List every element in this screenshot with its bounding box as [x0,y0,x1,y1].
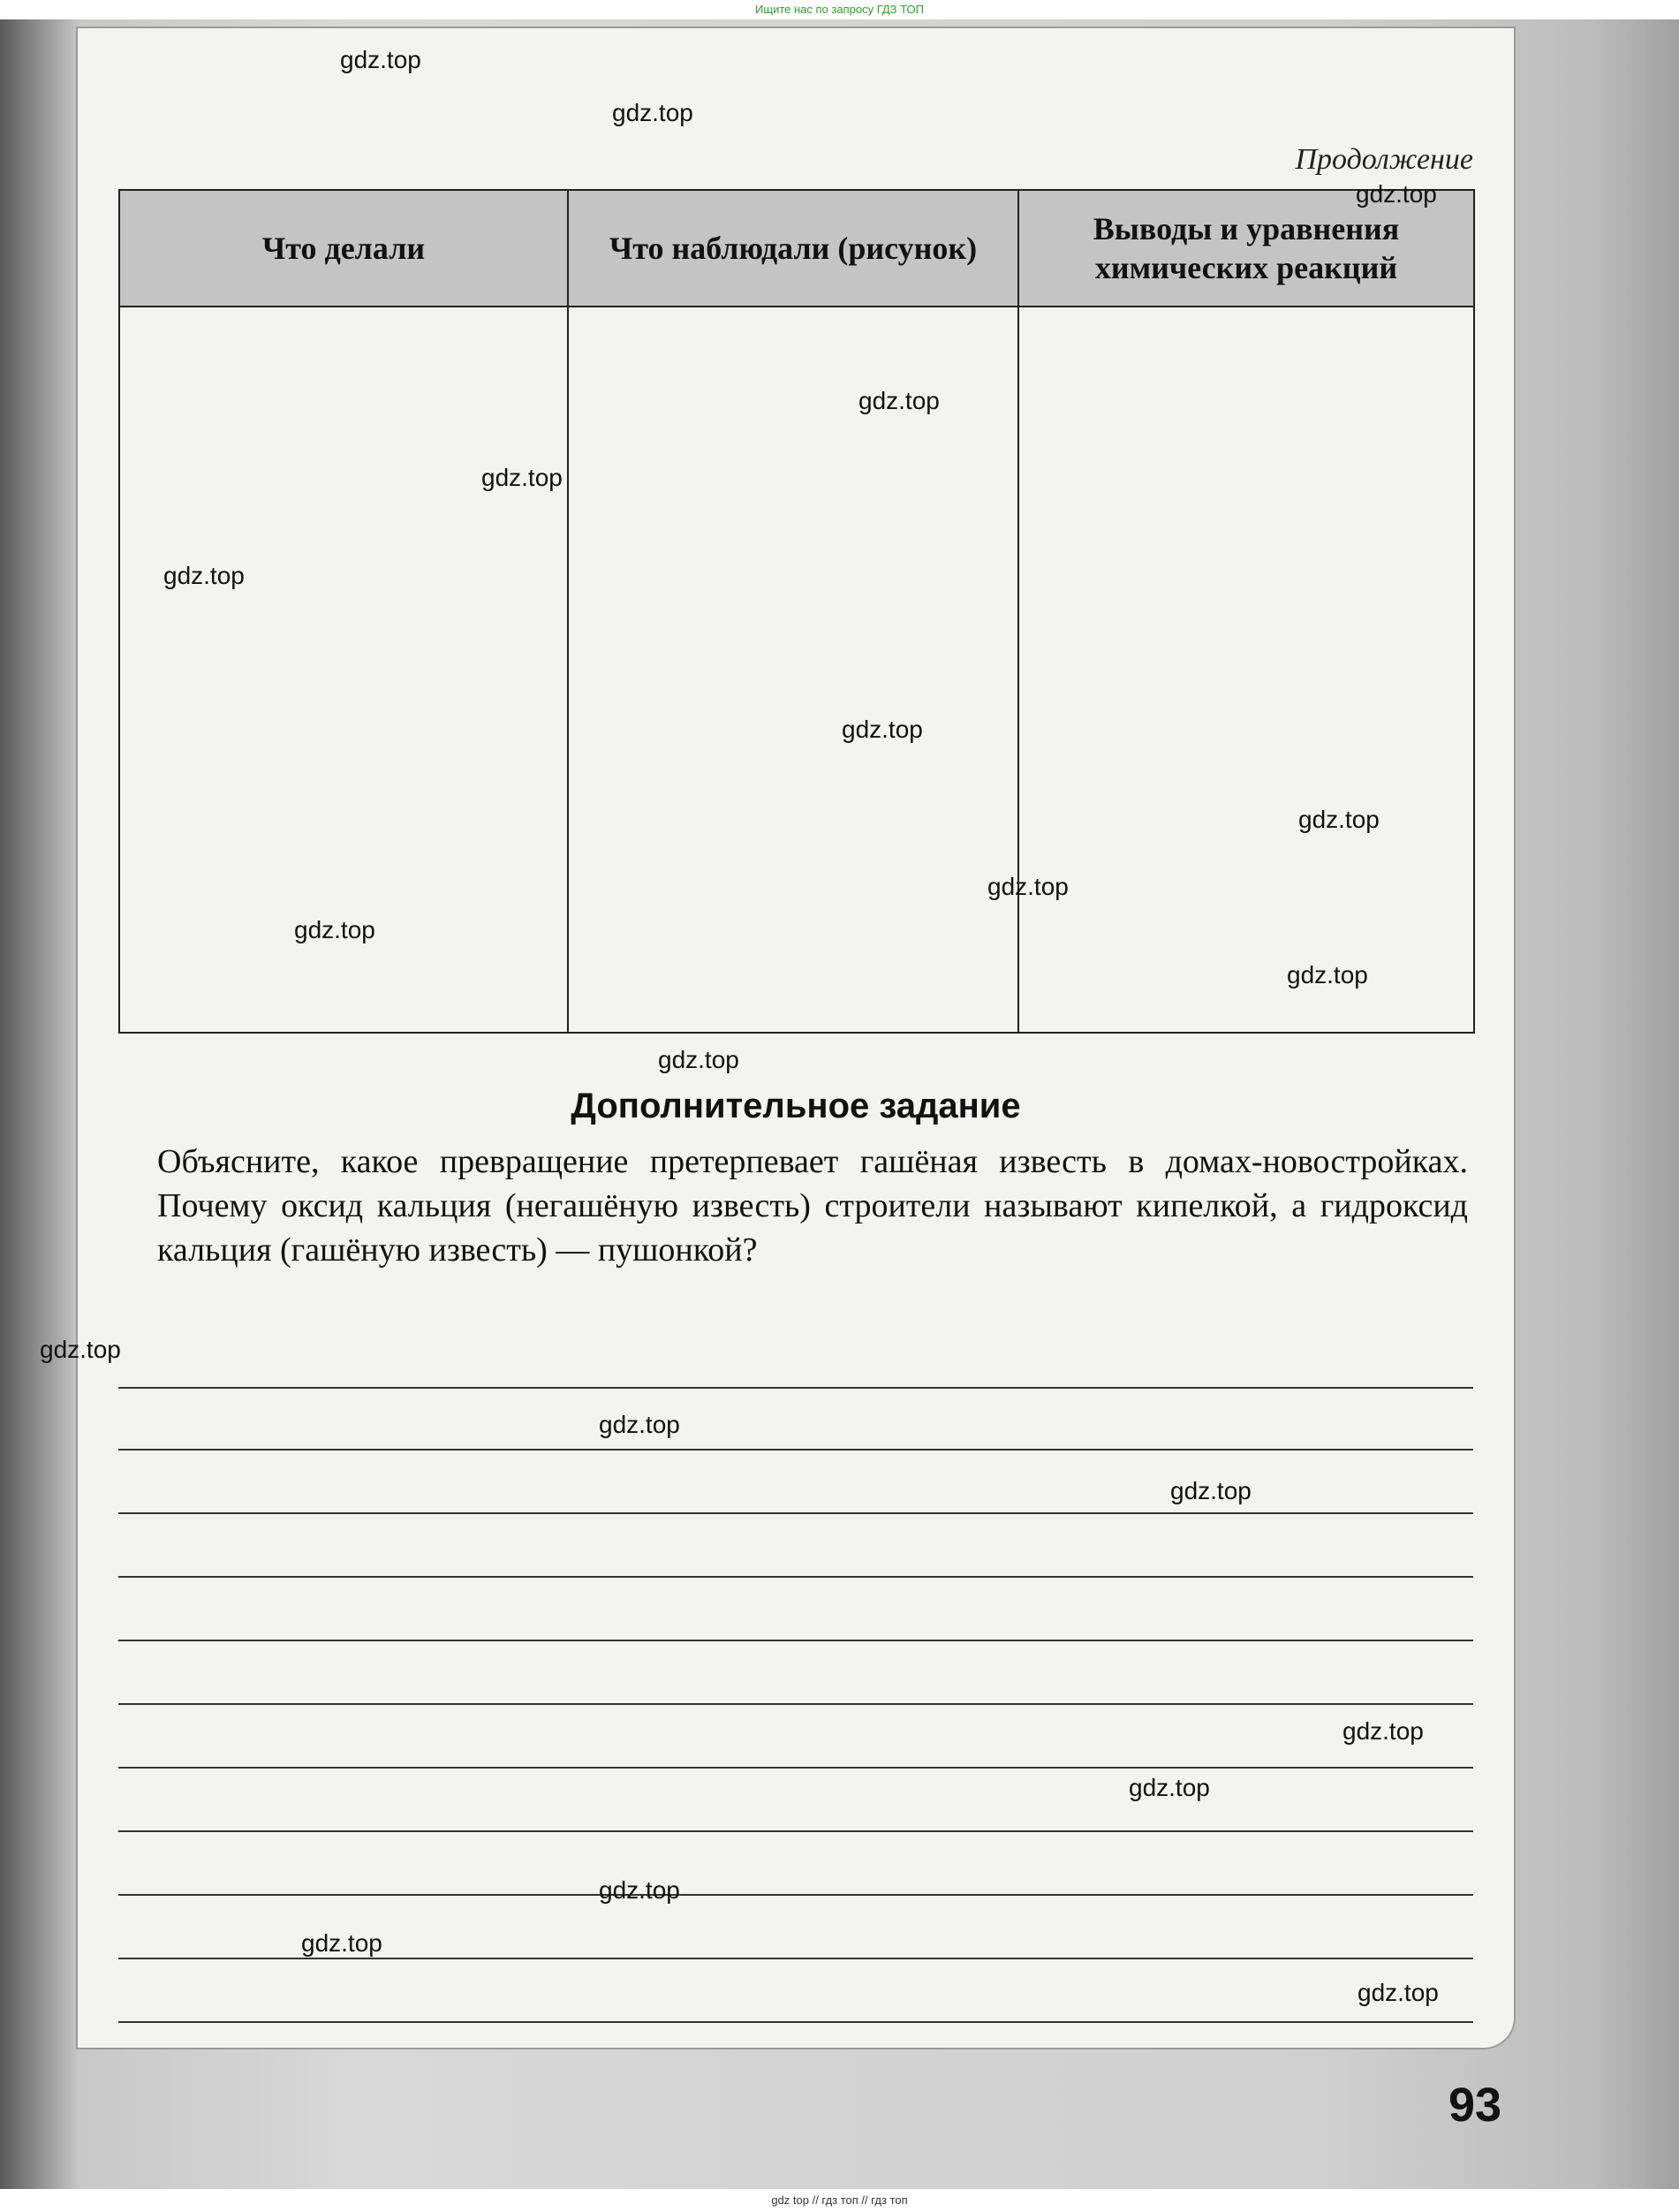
watermark: gdz.top [1287,961,1368,989]
answer-cell-what-observed[interactable] [568,307,1018,1033]
watermark: gdz.top [1358,1979,1439,2006]
header-what-done: Что делали [119,190,568,307]
section-title: Дополнительное задание [571,1087,1021,1125]
header-what-observed: Что наблюдали (рисунок) [568,190,1018,307]
answer-line[interactable] [118,1640,1473,1641]
watermark: gdz.top [658,1046,739,1073]
watermark: gdz.top [1170,1477,1252,1504]
answer-line[interactable] [118,1449,1473,1451]
watermark: gdz.top [40,1336,121,1363]
watermark: gdz.top [842,716,923,743]
page-number: 93 [1448,2079,1502,2132]
bottom-banner: gdz top // гдз топ // гдз топ [0,2189,1679,2212]
answer-cell-conclusions[interactable] [1018,307,1474,1033]
watermark: gdz.top [858,387,940,414]
watermark: gdz.top [1129,1774,1210,1801]
watermark: gdz.top [163,562,245,589]
task-text: Объясните, какое превращение претерпевает гашёная известь в домах-новостройках. Почему оксид кальция (негашёную известь) строители называют кипелкой, а гидроксид кальция (гашёную известь) — пушонкой? [157,1143,1468,1269]
watermark: gdz.top [481,464,563,491]
header-conclusions: Выводы и уравнения химических реакций [1018,190,1474,307]
watermark: gdz.top [599,1876,680,1904]
answer-line[interactable] [118,1512,1473,1514]
watermark: gdz.top [294,916,375,943]
watermark: gdz.top [301,1929,382,1957]
answer-line[interactable] [118,1894,1473,1896]
watermark: gdz.top [987,873,1069,900]
table-header-row [119,190,1474,307]
answer-line[interactable] [118,2021,1473,2023]
watermark: gdz.top [1298,806,1380,833]
watermark: gdz.top [1356,180,1437,208]
results-table [118,189,1475,1034]
continued-label: Продолжение [1295,143,1473,176]
top-banner: Ищите нас по запросу ГДЗ ТОП [0,0,1679,19]
answer-line[interactable] [118,1767,1473,1769]
watermark: gdz.top [599,1411,680,1438]
answer-line[interactable] [118,1830,1473,1832]
watermark: gdz.top [1342,1717,1424,1745]
answer-line[interactable] [118,1958,1473,1959]
watermark: gdz.top [340,46,421,73]
answer-line[interactable] [118,1576,1473,1578]
answer-line[interactable] [118,1387,1473,1389]
answer-line[interactable] [118,1703,1473,1705]
watermark: gdz.top [612,99,693,126]
